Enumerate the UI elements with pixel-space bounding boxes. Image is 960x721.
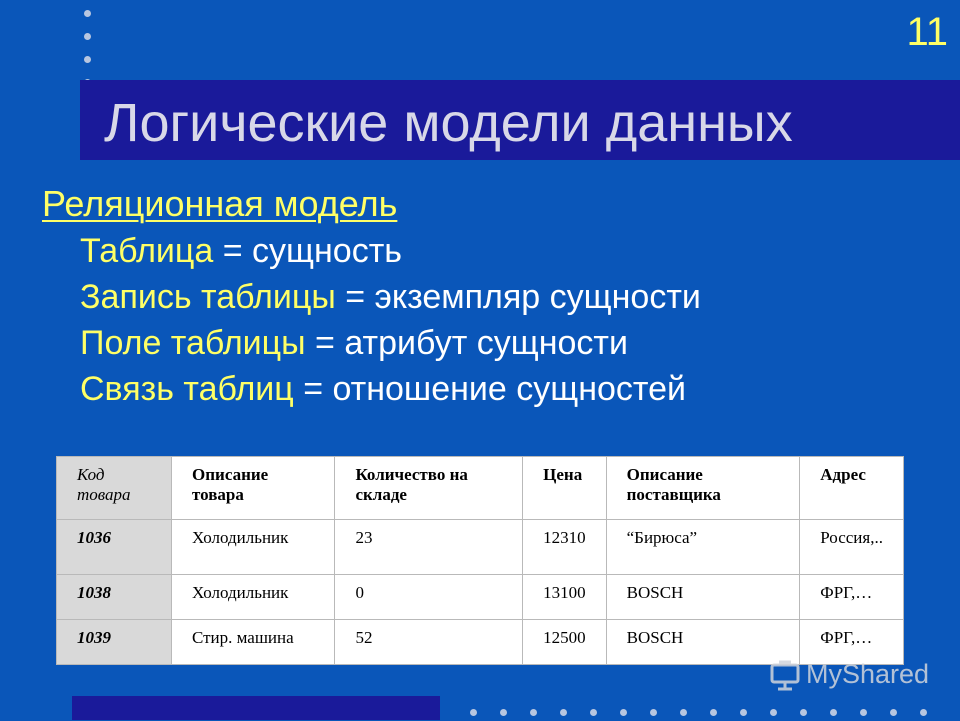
definition-term: Поле таблицы [80, 324, 306, 362]
cell-price: 12310 [523, 520, 607, 575]
definition-line [80, 366, 701, 412]
table-header-row [57, 457, 904, 520]
definition-term: Таблица [80, 232, 214, 270]
cell-address: Россия,.. [800, 520, 904, 575]
cell-supplier: “Бирюса” [606, 520, 800, 575]
slide-title: Логические модели данных [104, 93, 793, 153]
cell-description: Холодильник [172, 575, 335, 620]
cell-description: Холодильник [172, 520, 335, 575]
definition-term: Связь таблиц [80, 370, 294, 408]
definition-rest: = экземпляр сущности [335, 278, 701, 316]
bottom-bar-decoration [72, 696, 440, 720]
products-table [56, 456, 904, 665]
definition-term: Запись таблицы [80, 278, 336, 316]
definition-line [80, 320, 701, 366]
definition-line [80, 228, 701, 274]
header-supplier: Описание поставщика [606, 457, 800, 520]
presentation-icon [768, 660, 802, 692]
header-price: Цена [523, 457, 607, 520]
header-address: Адрес [800, 457, 904, 520]
definition-line [80, 274, 701, 320]
cell-price: 12500 [523, 620, 607, 665]
cell-quantity: 0 [335, 575, 523, 620]
definition-rest: = отношение сущностей [293, 370, 686, 408]
table-row [57, 575, 904, 620]
cell-supplier: BOSCH [606, 620, 800, 665]
horizontal-dots-decoration [470, 703, 950, 713]
cell-description: Стир. машина [172, 620, 335, 665]
definition-rest: = сущность [213, 232, 403, 270]
cell-code: 1038 [57, 575, 172, 620]
cell-address: ФРГ,… [800, 620, 904, 665]
cell-supplier: BOSCH [606, 575, 800, 620]
watermark [768, 656, 929, 692]
cell-price: 13100 [523, 575, 607, 620]
cell-quantity: 52 [335, 620, 523, 665]
cell-quantity: 23 [335, 520, 523, 575]
header-code: Код товара [57, 457, 172, 520]
subtitle: Реляционная модель [42, 183, 398, 224]
cell-code: 1039 [57, 620, 172, 665]
cell-code: 1036 [57, 520, 172, 575]
cell-address: ФРГ,… [800, 575, 904, 620]
definitions-list [80, 228, 701, 412]
watermark-text: MyShared [806, 659, 930, 689]
definition-rest: = атрибут сущности [305, 324, 628, 362]
header-quantity: Количество на складе [335, 457, 523, 520]
slide-number: 11 [906, 10, 948, 54]
header-description: Описание товара [172, 457, 335, 520]
table-row [57, 520, 904, 575]
